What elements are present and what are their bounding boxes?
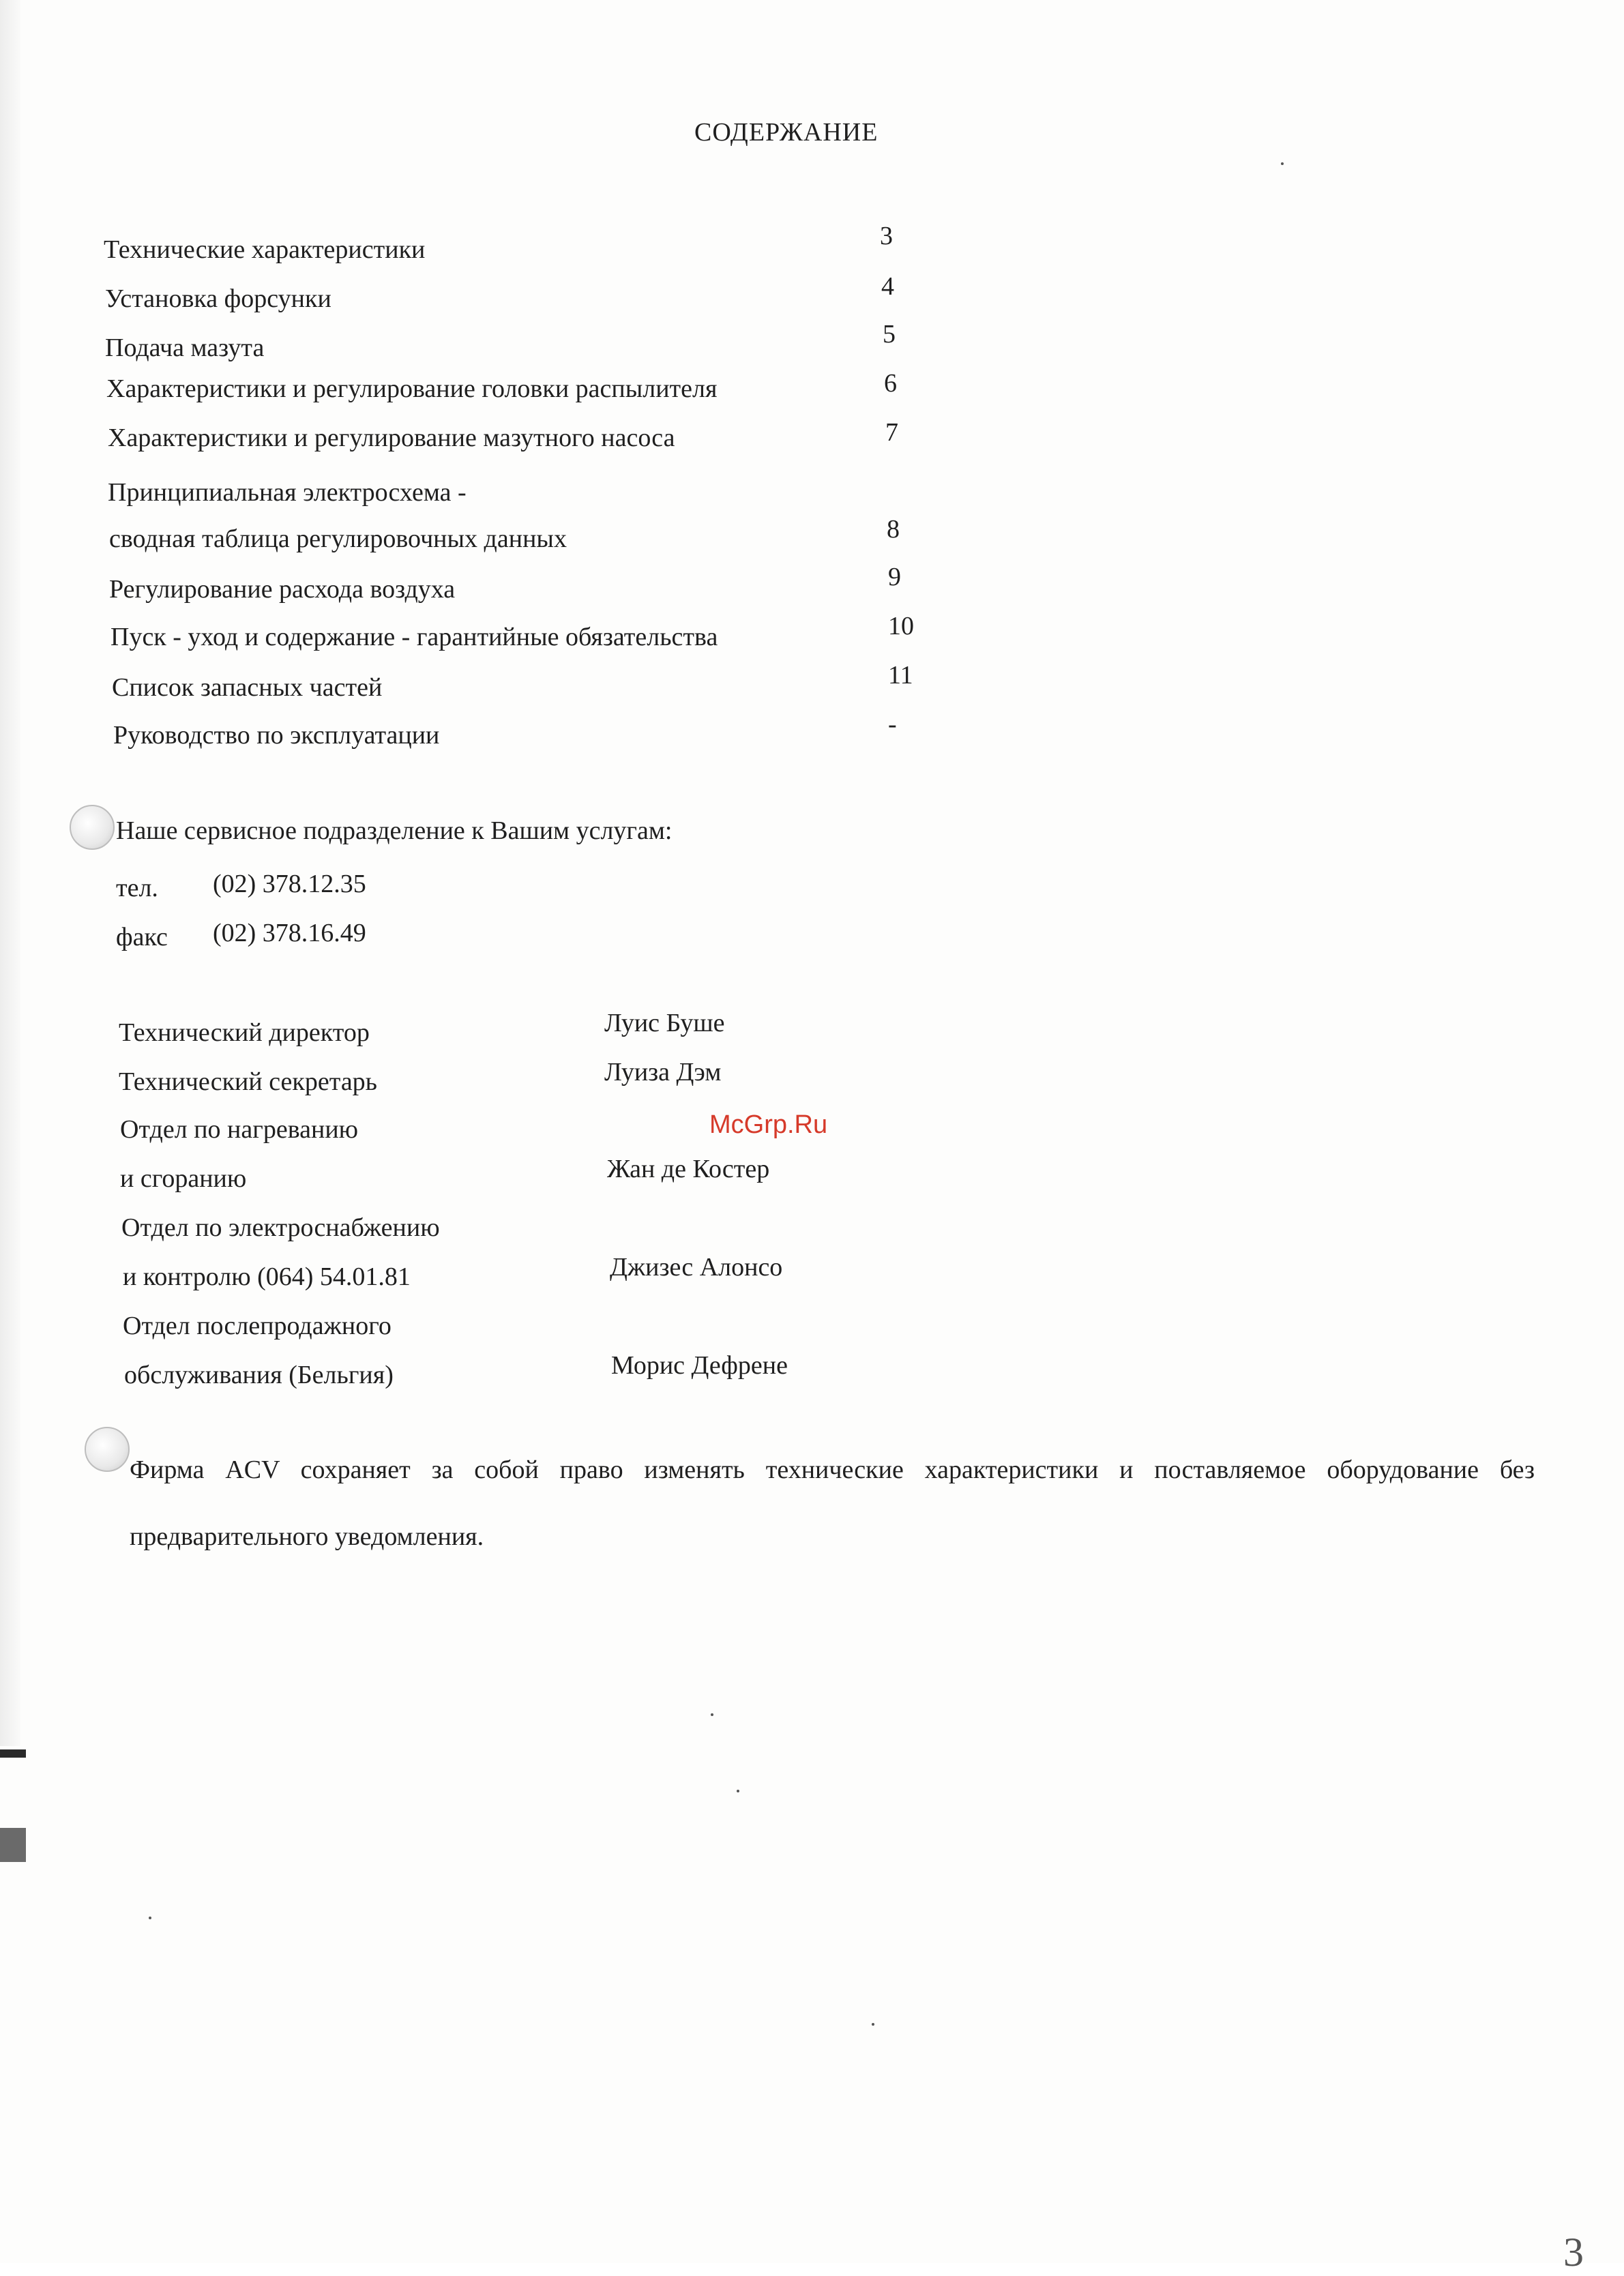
scan-speck [711, 1713, 713, 1716]
watermark: McGrp.Ru [709, 1110, 828, 1139]
contact-role: Технический директор [119, 1018, 370, 1047]
contact-name: Морис Дефрене [611, 1351, 788, 1380]
contact-name: Луис Буше [604, 1009, 725, 1037]
contact-role: Технический секретарь [119, 1067, 378, 1096]
toc-item-page: 10 [888, 612, 914, 640]
page-number: 3 [1563, 2230, 1584, 2275]
toc-item-label: Руководство по эксплуатации [113, 721, 440, 750]
scan-edge-shadow [0, 0, 20, 1746]
toc-item-page: 8 [887, 515, 900, 544]
contact-name: Джизес Алонсо [610, 1253, 783, 1282]
toc-item-label: Характеристики и регулирование мазутного насоса [108, 424, 675, 452]
punch-hole [85, 1427, 130, 1472]
toc-item-page: 11 [888, 661, 913, 690]
scan-speck [1281, 162, 1284, 165]
scan-edge-mark [0, 1828, 26, 1862]
toc-item-label: Характеристики и регулирование головки распылителя [106, 374, 718, 403]
contact-role: и сгоранию [120, 1164, 247, 1193]
service-tel-label: тел. [116, 874, 158, 902]
toc-item-label: Подача мазута [105, 334, 265, 362]
contact-name: Жан де Костер [607, 1155, 770, 1183]
toc-item-label: Технические характеристики [104, 235, 426, 264]
toc-item-page: - [888, 710, 897, 739]
contact-role: и контролю (064) 54.01.81 [123, 1262, 411, 1291]
scan-speck [737, 1790, 739, 1792]
toc-item-label: сводная таблица регулировочных данных [109, 524, 567, 553]
toc-item-label: Регулирование расхода воздуха [109, 575, 456, 604]
toc-item-page: 7 [885, 418, 898, 447]
toc-item-page: 6 [884, 369, 897, 398]
toc-item-page: 3 [880, 222, 893, 250]
footer-note: Фирма ACV сохраняет за собой право изменять технические характеристики и поставляемое оборудование без предварительного уведомления. [130, 1455, 1535, 1551]
contact-role: Отдел по нагреванию [120, 1115, 359, 1144]
scan-edge-mark [0, 1749, 26, 1758]
service-tel-value: (02) 378.12.35 [213, 870, 366, 898]
toc-item-label: Список запасных частей [112, 673, 383, 702]
service-fax-value: (02) 378.16.49 [213, 919, 366, 947]
toc-item-page: 4 [881, 272, 894, 301]
toc-item-label: Установка форсунки [105, 284, 331, 313]
contact-role: обслуживания (Бельгия) [124, 1361, 394, 1389]
toc-item-label: Принципиальная электросхема - [108, 478, 467, 507]
toc-item-page: 9 [888, 563, 901, 591]
scan-speck [149, 1917, 151, 1919]
page-title: СОДЕРЖАНИЕ [694, 118, 879, 147]
contact-role: Отдел послепродажного [123, 1312, 392, 1340]
service-fax-label: факс [116, 923, 168, 951]
scan-speck [872, 2023, 874, 2026]
contact-name: Луиза Дэм [604, 1058, 722, 1087]
punch-hole [70, 805, 115, 850]
toc-item-label: Пуск - уход и содержание - гарантийные обязательства [110, 623, 718, 651]
service-heading: Наше сервисное подразделение к Вашим услугам: [116, 816, 673, 845]
contact-role: Отдел по электроснабжению [121, 1213, 440, 1242]
toc-item-page: 5 [883, 320, 896, 349]
